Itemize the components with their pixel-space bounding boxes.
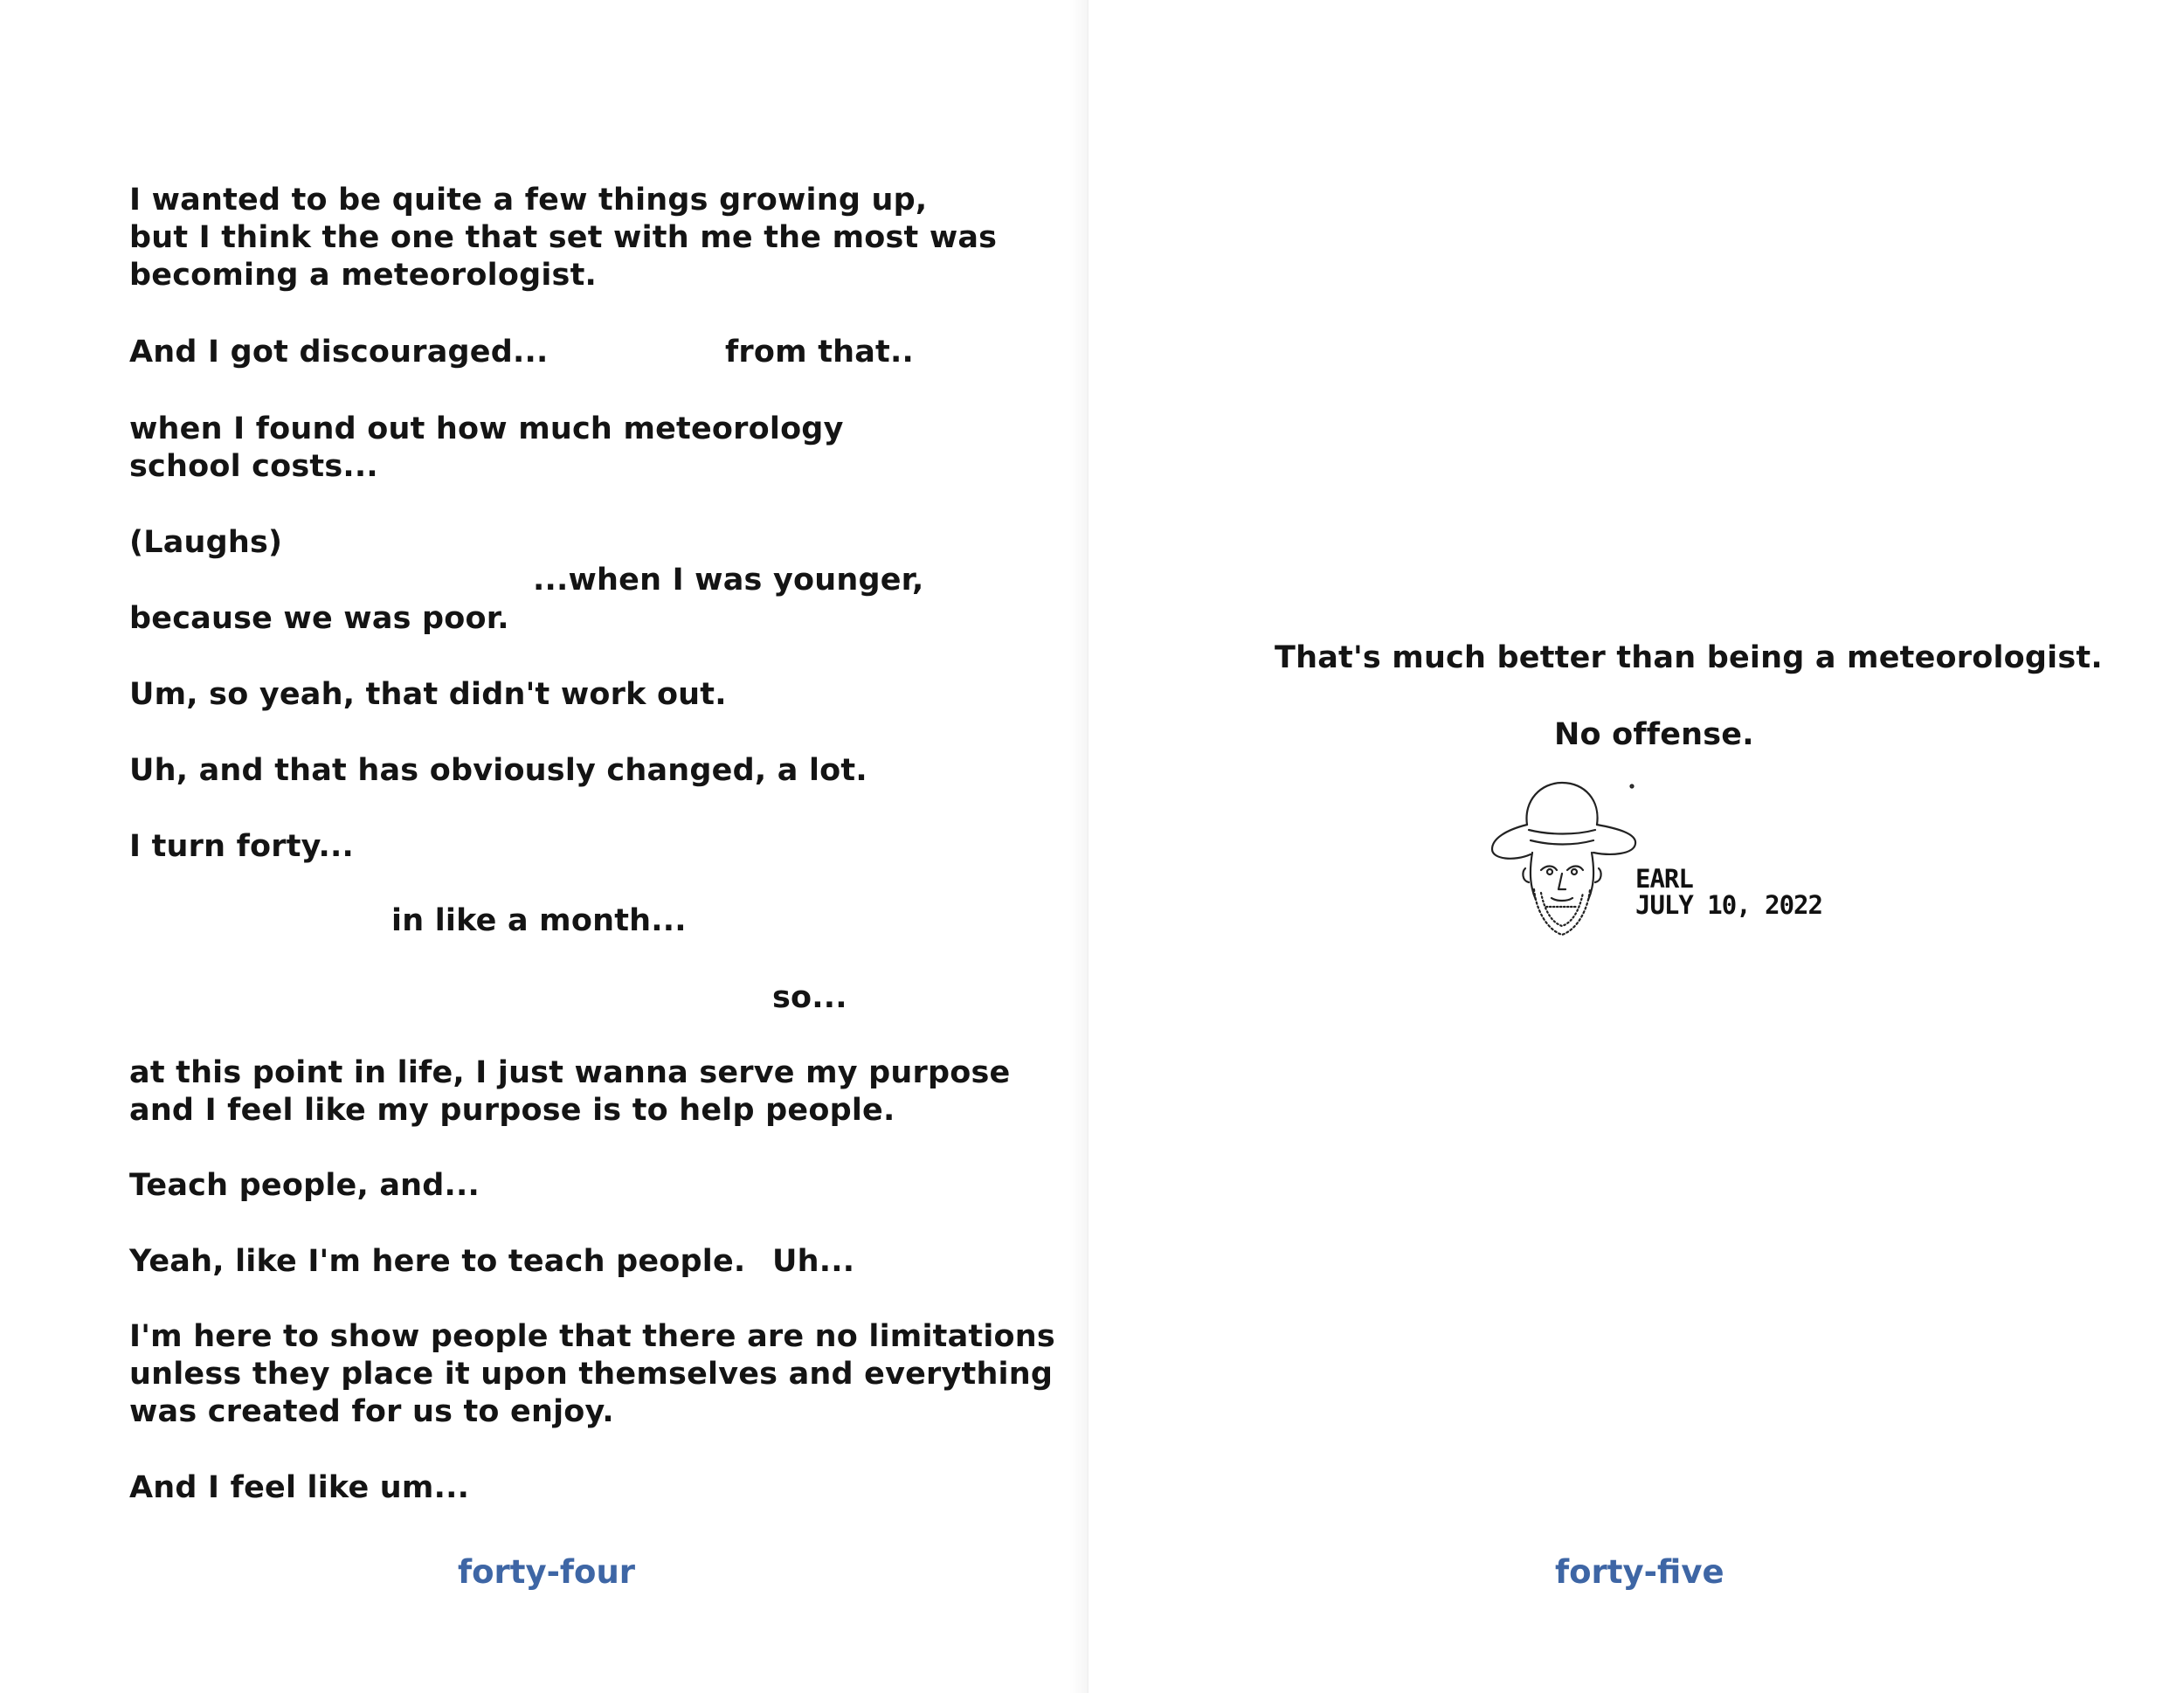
paragraph-growing-up: I wanted to be quite a few things growing up, but I think the one that set with me the most was becoming a meteorologist. [129, 183, 998, 293]
page-number-left: forty-four [458, 1553, 636, 1591]
paragraph-when-younger: ...when I was younger, [533, 563, 924, 598]
paragraph-school-costs: when I found out how much meteorology school costs... [129, 411, 844, 484]
paragraph-turn-forty: I turn forty... [129, 829, 354, 864]
paragraph-here-to-teach: Yeah, like I'm here to teach people. [129, 1244, 746, 1279]
signature-date: JULY 10, 2022 [1635, 890, 1822, 920]
signature-name: EARL [1635, 864, 1693, 894]
paragraph-serve-purpose: at this point in life, I just wanna serve my purpose and I feel like my purpose is to help people. [129, 1055, 1011, 1128]
paragraph-we-was-poor: because we was poor. [129, 601, 509, 636]
paragraph-no-limitations: I'm here to show people that there are no limitations unless they place it upon themselves and everything was created for us to enjoy. [129, 1319, 1055, 1429]
paragraph-teach-people: Teach people, and... [129, 1168, 480, 1203]
paragraph-so: so... [772, 980, 847, 1015]
paragraph-uh: Uh... [772, 1244, 855, 1279]
page-number-right: forty-five [1555, 1553, 1724, 1591]
quote-no-offense: No offense. [1554, 717, 1754, 752]
quote-better-than-meteorologist: That's much better than being a meteorologist. [1275, 640, 2103, 675]
paragraph-discouraged: And I got discouraged... [129, 335, 549, 370]
paragraph-from-that: from that.. [725, 335, 914, 370]
man-with-hat-portrait-icon [1471, 777, 1655, 954]
paragraph-like-a-month: in like a month... [391, 903, 687, 938]
left-page [0, 0, 1089, 1693]
paragraph-feel-like-um: And I feel like um... [129, 1470, 470, 1505]
paragraph-laughs: (Laughs) [129, 525, 283, 560]
paragraph-changed-a-lot: Uh, and that has obviously changed, a lot. [129, 753, 867, 788]
paragraph-didnt-work-out: Um, so yeah, that didn't work out. [129, 677, 727, 712]
